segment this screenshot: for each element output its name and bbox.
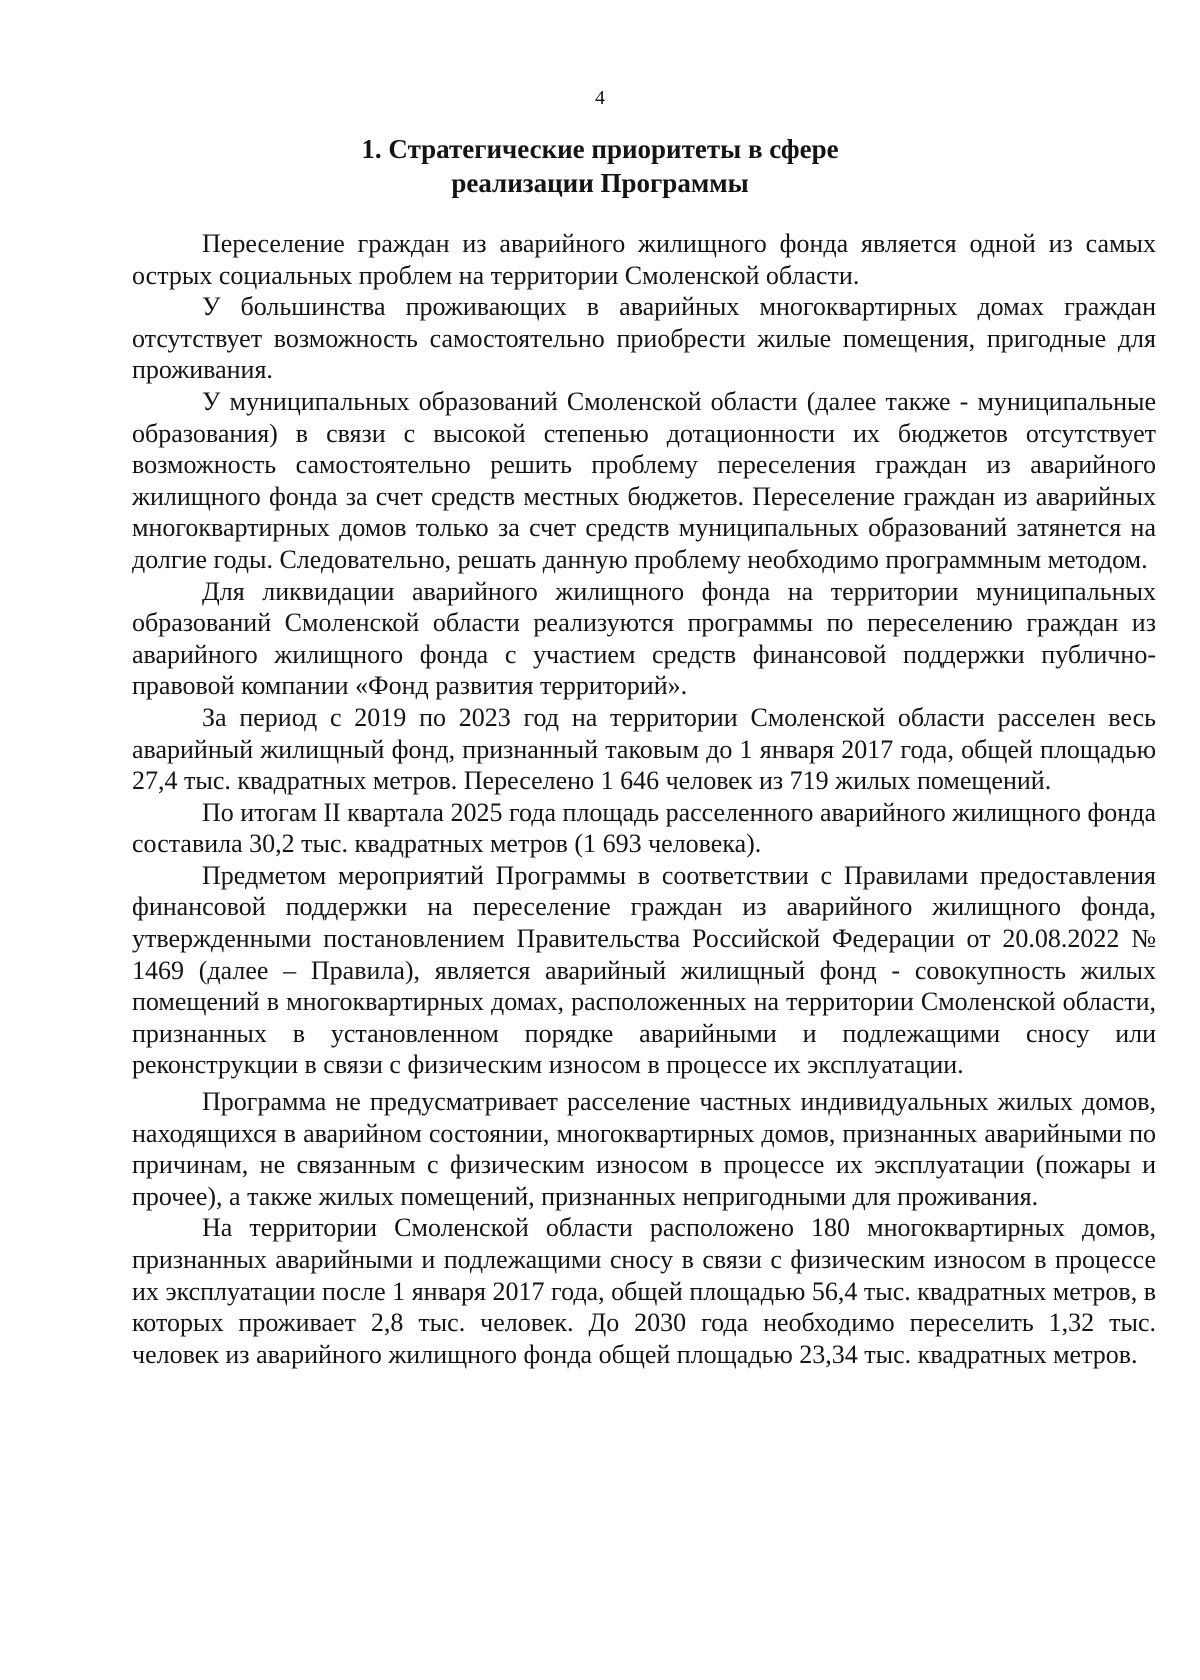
paragraph-4: Для ликвидации аварийного жилищного фонда на территории муниципальных образований Смоленской области реализуются программы по переселению граждан из аварийного жилищного фонда с участием средств финансовой поддержки публично-правовой компании «Фонд развития территорий». [132,576,1156,701]
paragraph-8: Программа не предусматривает расселение частных индивидуальных жилых домов, находящихся в аварийном состоянии, многоквартирных домов, признанных аварийными по причинам, не связанным с физическим износом в процессе их эксплуатации (пожары и прочее), а также жилых помещений, признанных непригодными для проживания. [132,1087,1156,1211]
paragraph-7: Предметом мероприятий Программы в соответствии с Правилами предоставления финансовой поддержки на переселение граждан из аварийного жилищного фонда, утвержденными постановлением Правительства Российской Федерации от 20.08.2022 № 1469 (далее – Правила), является аварийный жилищный фонд - совокупность жилых помещений в многоквартирных домах, расположенных на территории Смоленской области, признанных в установленном порядке аварийными и подлежащими сносу или реконструкции в связи с физическим износом в процессе их эксплуатации. [132,860,1156,1080]
body-text [132,228,1156,1370]
section-title-line-1: 1. Стратегические приоритеты в сфере [361,134,839,164]
section-title [0,132,1200,200]
paragraph-1: Переселение граждан из аварийного жилищного фонда является одной из самых острых социальных проблем на территории Смоленской области. [132,229,1156,290]
section-title-line-2: реализации Программы [451,168,749,198]
paragraph-3: У муниципальных образований Смоленской области (далее также - муниципальные образования) в связи с высокой степенью дотационности их бюджетов отсутствует возможность самостоятельно решить проблему переселения граждан из аварийного жилищного фонда за счет средств местных бюджетов. Переселение граждан из аварийных многоквартирных домов только за счет средств муниципальных образований затянется на долгие годы. Следовательно, решать данную проблему необходимо программным методом. [132,386,1156,574]
paragraph-6: По итогам II квартала 2025 года площадь расселенного аварийного жилищного фонда составила 30,2 тыс. квадратных метров (1 693 человека). [132,797,1156,859]
paragraph-5: За период с 2019 по 2023 год на территории Смоленской области расселен весь аварийный жилищный фонд, признанный таковым до 1 января 2017 года, общей площадью 27,4 тыс. квадратных метров. Переселено 1 646 человек из 719 жилых помещений. [132,702,1156,796]
page-number: 4 [595,87,605,109]
paragraph-2: У большинства проживающих в аварийных многоквартирных домах граждан отсутствует возможность самостоятельно приобрести жилые помещения, пригодные для проживания. [132,292,1156,385]
paragraph-9: На территории Смоленской области расположено 180 многоквартирных домов, признанных аварийными и подлежащими сносу в связи с физическим износом в процессе их эксплуатации после 1 января 2017 года, общей площадью 56,4 тыс. квадратных метров, в которых проживает 2,8 тыс. человек. До 2030 года необходимо переселить 1,32 тыс. человек из аварийного жилищного фонда общей площадью 23,34 тыс. квадратных метров. [132,1213,1156,1369]
